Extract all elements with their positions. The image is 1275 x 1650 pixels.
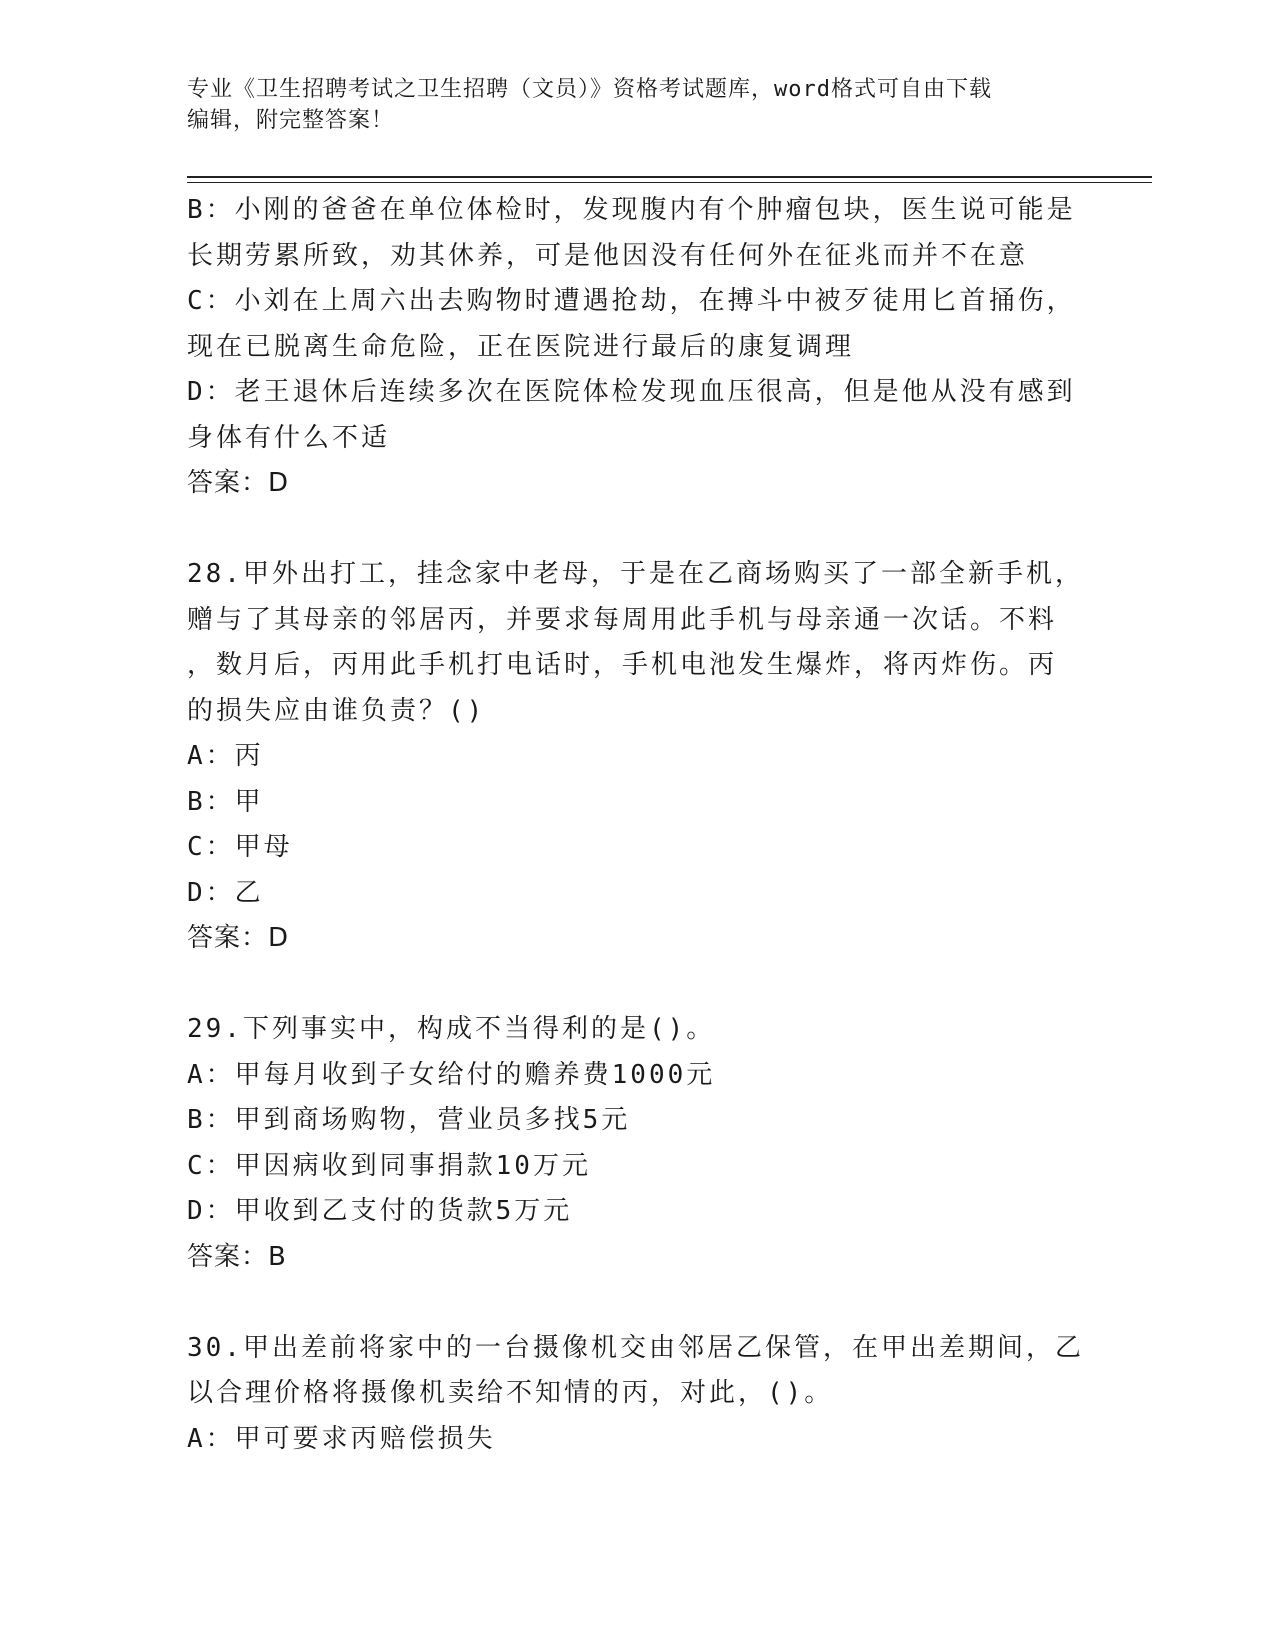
q28-stem-line-1: 28.甲外出打工，挂念家中老母，于是在乙商场购买了一部全新手机， xyxy=(187,559,1084,589)
q27-option-b-line-2: 长期劳累所致，劝其休养，可是他因没有任何外在征兆而并不在意 xyxy=(187,240,1029,271)
q27-option-c-line-1: C：小刘在上周六出去购物时遭遇抢劫，在搏斗中被歹徒用匕首捅伤， xyxy=(187,286,1076,316)
spacer xyxy=(187,1280,1087,1326)
header-divider-thin xyxy=(187,182,1152,183)
q28-stem-line-3: ，数月后，丙用此手机打电话时，手机电池发生爆炸，将丙炸伤。丙 xyxy=(187,650,1058,680)
header-line-1: 专业《卫生招聘考试之卫生招聘（文员）》资格考试题库，word格式可自由下载 xyxy=(187,77,992,102)
q29-stem-line-1: 29.下列事实中，构成不当得利的是()。 xyxy=(187,1014,716,1044)
q28-option-a: A：丙 xyxy=(187,741,264,771)
question-30 xyxy=(187,1326,1087,1463)
q27-option-c-line-2: 现在已脱离生命危险，正在医院进行最后的康复调理 xyxy=(187,331,855,362)
q29-option-d: D：甲收到乙支付的货款5万元 xyxy=(187,1196,573,1226)
q30-option-a: A：甲可要求丙赔偿损失 xyxy=(187,1423,496,1454)
q28-option-d: D：乙 xyxy=(187,877,264,908)
document-header xyxy=(187,74,1087,136)
header-divider-thick xyxy=(187,176,1152,178)
q29-option-b: B：甲到商场购物，营业员多找5元 xyxy=(187,1105,631,1135)
spacer xyxy=(187,962,1087,1008)
q28-option-b: B：甲 xyxy=(187,786,264,817)
q29-option-a: A：甲每月收到子女给付的赡养费1000元 xyxy=(187,1059,716,1090)
q30-stem-line-1: 30.甲出差前将家中的一台摄像机交由邻居乙保管，在甲出差期间，乙 xyxy=(187,1332,1084,1363)
q27-answer: 答案：D xyxy=(187,468,290,498)
header-line-2: 编辑，附完整答案！ xyxy=(187,108,395,133)
question-29 xyxy=(187,1007,1087,1280)
q27-option-b-line-1: B：小刚的爸爸在单位体检时，发现腹内有个肿瘤包块，医生说可能是 xyxy=(187,195,1076,225)
q28-option-c: C：甲母 xyxy=(187,832,293,862)
question-content xyxy=(187,188,1087,1462)
q27-option-d-line-1: D：老王退休后连续多次在医院体检发现血压很高，但是他从没有感到 xyxy=(187,377,1076,407)
q28-stem-line-2: 赠与了其母亲的邻居丙，并要求每周用此手机与母亲通一次话。不料 xyxy=(187,604,1058,635)
q29-answer: 答案：B xyxy=(187,1241,287,1272)
question-27 xyxy=(187,188,1087,507)
q28-answer: 答案：D xyxy=(187,923,290,953)
q28-stem-line-4: 的损失应由谁负责？() xyxy=(187,695,486,726)
q27-option-d-line-2: 身体有什么不适 xyxy=(187,422,391,453)
question-28 xyxy=(187,552,1087,962)
spacer xyxy=(187,507,1087,553)
q30-stem-line-2: 以合理价格将摄像机卖给不知情的丙，对此，()。 xyxy=(187,1378,834,1408)
q29-option-c: C：甲因病收到同事捐款10万元 xyxy=(187,1150,591,1181)
